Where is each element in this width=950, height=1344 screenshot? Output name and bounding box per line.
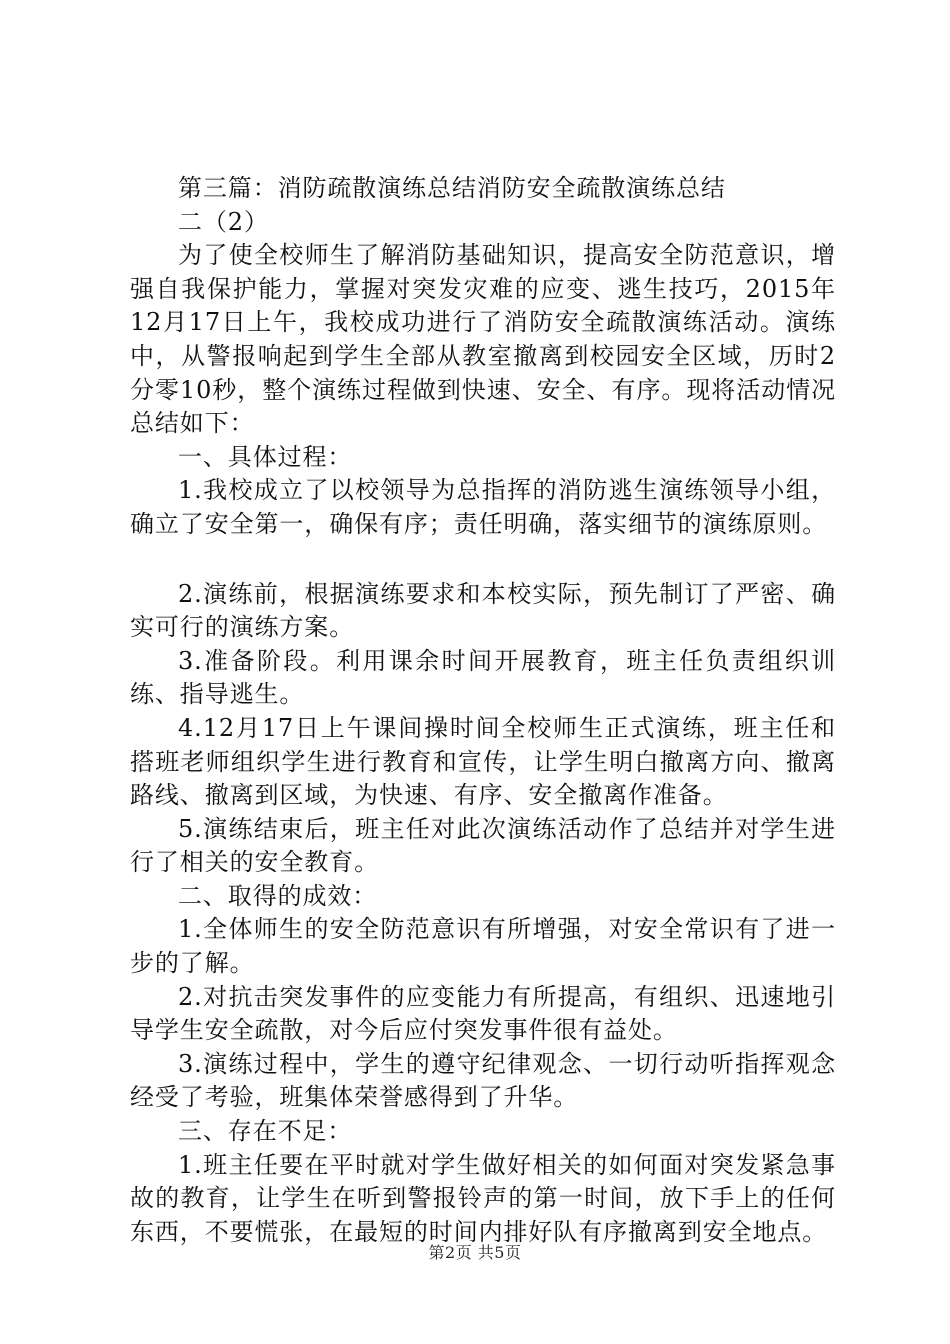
- section-heading-shortcomings: 三、存在不足：: [178, 1117, 353, 1146]
- results-item-2: 2.对抗击突发事件的应变能力有所提高，有组织、迅速地引导学生安全疏散，对今后应付突发事件很有益处。: [130, 982, 836, 1045]
- shortcomings-item-1: 1.班主任要在平时就对学生做好相关的如何面对突发紧急事故的教育，让学生在听到警报铃声的第一时间，放下手上的任何东西，不要慌张，在最短的时间内排好队有序撤离到安全地点。: [130, 1150, 836, 1246]
- results-item-3: 3.演练过程中，学生的遵守纪律观念、一切行动听指挥观念经受了考验，班集体荣誉感得到了升华。: [130, 1049, 836, 1112]
- section-heading-process: 一、具体过程：: [178, 442, 353, 471]
- page-number-footer: 第2页 共5页: [428, 1243, 522, 1262]
- process-item-5: 5.演练结束后，班主任对此次演练活动作了总结并对学生进行了相关的安全教育。: [130, 814, 836, 877]
- document-title-continuation: 二（2）: [178, 207, 269, 236]
- process-item-2: 2.演练前，根据演练要求和本校实际，预先制订了严密、确实可行的演练方案。: [130, 579, 836, 642]
- process-item-3: 3.准备阶段。利用课余时间开展教育，班主任负责组织训练、指导逃生。: [130, 646, 836, 709]
- intro-paragraph: 为了使全校师生了解消防基础知识，提高安全防范意识，增强自我保护能力，掌握对突发灾难的应变、逃生技巧，2015年12月17日上午，我校成功进行了消防安全疏散演练活动。演练中，从警报响起到学生全部从教室撤离到校园安全区域，历时2分零10秒，整个演练过程做到快速、安全、有序。现将活动情况总结如下：: [130, 241, 836, 438]
- results-item-1: 1.全体师生的安全防范意识有所增强，对安全常识有了进一步的了解。: [130, 915, 836, 978]
- process-item-4: 4.12月17日上午课间操时间全校师生正式演练，班主任和搭班老师组织学生进行教育和宣传，让学生明白撤离方向、撤离路线、撤离到区域，为快速、有序、安全撤离作准备。: [130, 713, 836, 810]
- process-item-1: 1.我校成立了以校领导为总指挥的消防逃生演练领导小组，确立了安全第一，确保有序；责任明确，落实细节的演练原则。: [130, 476, 836, 538]
- document-body: [130, 172, 836, 1249]
- document-title: 第三篇：消防疏散演练总结消防安全疏散演练总结: [178, 174, 726, 202]
- section-heading-results: 二、取得的成效：: [178, 881, 378, 910]
